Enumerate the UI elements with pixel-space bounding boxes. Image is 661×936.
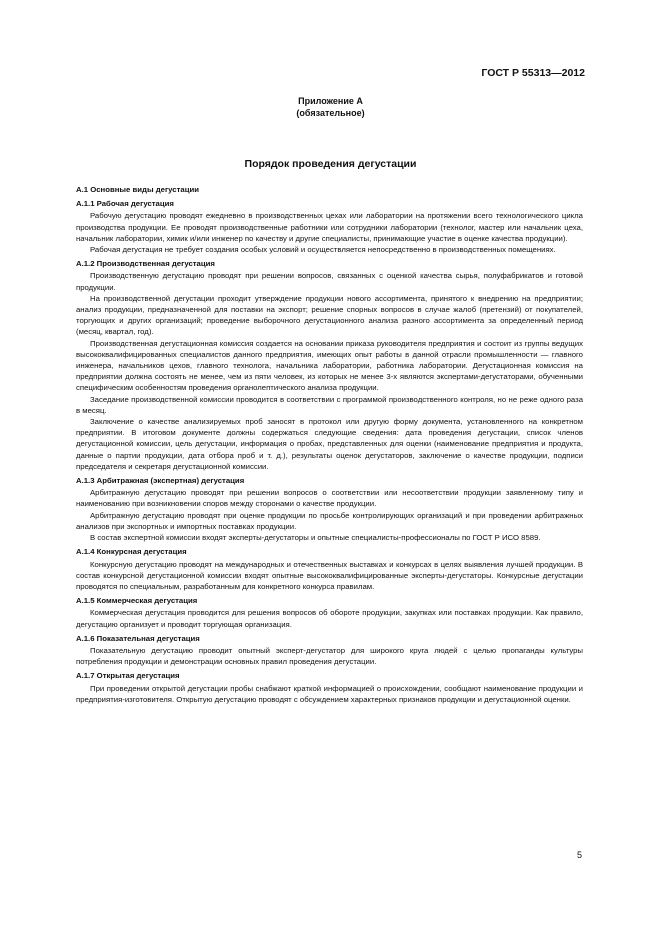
page-title: Порядок проведения дегустации xyxy=(244,158,417,170)
paragraph: Показательную дегустацию проводит опытный эксперт-дегустатор для широкого круга людей с целью пропаганды культуры потребления продукции и демонстрации основных правил проведения дегустации. xyxy=(76,645,583,667)
section-heading: А.1.1 Рабочая дегустация xyxy=(76,199,174,209)
paragraph: На производственной дегустации проходит утверждение продукции нового ассортимента, принятого к внедрению на предприятии; анализ продукции, предназначенной для поставки на экспорт; решение спорных вопросов в случае жалоб (претензий) от покупателей, торгующих и других организаций; проведение выборочного дегустационного анализа разного ассортимента за определенный период (месяц, квартал, год). xyxy=(76,293,583,337)
paragraph: При проведении открытой дегустации пробы снабжают краткой информацией о происхождении, сообщают наименование продукции и предприятия-изготовителя. Открытую дегустацию проводят с обсуждением характерных признаков продукции и дегустационной оценки. xyxy=(76,683,583,704)
section-heading: А.1.6 Показательная дегустация xyxy=(76,633,200,643)
paragraph: В состав экспертной комиссии входят эксперты-дегустаторы и опытные специалисты-профессионалы по ГОСТ Р ИСО 8589. xyxy=(90,533,541,543)
paragraph: Рабочая дегустация не требует создания особых условий и осуществляется непосредственно в производственных помещениях. xyxy=(90,245,556,255)
paragraph: Рабочую дегустацию проводят ежедневно в производственных цехах или лаборатории на протяжении всего технологического цикла производства продукции. Ее проводят производственные работники или сотрудники лаборатории (технолог, мастер или начальник цеха, начальник лаборатории, химик и/или инженер по качеству и другие специалисты, принимающие участие в оценке качества продукции). xyxy=(76,211,583,243)
paragraph: Коммерческая дегустация проводится для решения вопросов об обороте продукции, закупках или поставках продукции. Как правило, дегустацию организует и проводит торгующая организация. xyxy=(76,608,583,629)
standard-number: ГОСТ Р 55313—2012 xyxy=(481,67,585,79)
section-heading: А.1.5 Коммерческая дегустация xyxy=(76,596,198,606)
paragraph: Арбитражную дегустацию проводят при оценке продукции по просьбе контролирующих организаций и при проведении арбитражных анализов при экспортных и импортных поставках продукции. xyxy=(76,510,583,531)
annex-title: Приложение А xyxy=(298,96,363,106)
paragraph: Арбитражную дегустацию проводят при решении вопросов о соответствии или несоответствии продукции заявленному типу и наименованию при возникновении споров между сторонами о качестве продукции. xyxy=(76,488,583,509)
section-heading: А.1.7 Открытая дегустация xyxy=(76,671,180,681)
section-heading: А.1.3 Арбитражная (экспертная) дегустация xyxy=(76,476,245,486)
section-heading: А.1 Основные виды дегустации xyxy=(76,185,199,194)
annex-status: (обязательное) xyxy=(296,108,365,118)
section-heading: А.1.2 Производственная дегустация xyxy=(76,259,215,269)
paragraph: Производственная дегустационная комиссия создается на основании приказа руководителя предприятия и состоит из группы ведущих высококвалифицированных специалистов данного предприятия, имеющих опыт работы в данной отрасли промышленности — главного инженера, начальников цехов, главного технолога, начальника лаборатории, работника лаборатории. Дегустационная комиссия на предприятии должна состоять не менее, чем из пяти человек, из которых не менее 3-х являются экспертами-дегустаторами, обученными специфическим особенностям проведения органолептического анализа продукции. xyxy=(76,338,583,393)
page-number: 5 xyxy=(576,850,582,860)
paragraph: Конкурсную дегустацию проводят на международных и отечественных выставках и конкурсах в целях выявления лучшей продукции. В состав конкурсной дегустационной комиссии входят опытные высококвалифицированные эксперты-дегустаторы. Конкурсные дегустации проводятся по специальным, разработанным для конкретного конкурса правилам. xyxy=(76,559,583,591)
section-heading: А.1.4 Конкурсная дегустация xyxy=(76,547,187,557)
paragraph: Заключение о качестве анализируемых проб заносят в протокол или другую форму документа, установленного на конкретном предприятии. В итоговом документе должны содержаться следующие сведения: дата проведения дегустации, список членов дегустационной комиссии, цель дегустации, информация о пробах, представленных для оценки (наименование предприятия и продукта, данные о партии продукции, дата отбора проб и т. д.), результаты оценок дегустаторов, заключение о качестве продукции, подписи председателя и секретаря дегустационной комиссии. xyxy=(76,417,583,471)
paragraph: Заседание производственной комиссии проводится в соответствии с программой производственного контроля, но не реже одного раза в месяц. xyxy=(76,394,583,415)
document-body xyxy=(76,184,583,705)
paragraph: Производственную дегустацию проводят при решении вопросов, связанных с оценкой качества сырья, полуфабрикатов и готовой продукции. xyxy=(76,271,583,292)
